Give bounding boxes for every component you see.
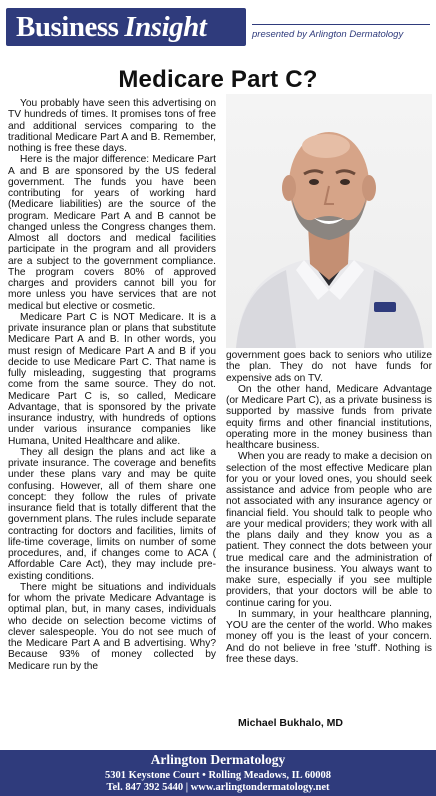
paragraph: They all design the plans and act like a private insurance. The coverage and benefits under these plans vary and may be quite confusing. However, all of them share one concept: they follow the rules of private insurance field that is totally different that the government plans. The rules include separate contracting for doctors and facilities, limits of life-time coverage, limits on number of some procedures, and, if changes come to ACA ( Affordable Care Act), they may include pre-existing conditions. — [8, 446, 216, 582]
brand-word-business: Business — [16, 11, 119, 43]
header — [0, 0, 436, 52]
footer-address: 5301 Keystone Court • Rolling Meadows, IL 60008 — [105, 770, 331, 781]
presented-by: presented by Arlington Dermatology — [252, 29, 404, 40]
paragraph: In summary, in your healthcare planning, YOU are the center of the world. Who makes money off you is the least of your concern. And do not believe in free 'stuff'. Nothing is free these days. — [226, 608, 432, 665]
article-right-column — [226, 350, 432, 690]
article-title: Medicare Part C? — [118, 66, 318, 93]
article-left-column — [8, 98, 216, 748]
paragraph: You probably have seen this advertising on TV hundreds of times. It promises tons of free and additional services comparing to the traditional Medicare Part A and B. Remember, nothing is free these days. — [8, 98, 216, 154]
doctor-portrait-illustration — [226, 94, 432, 348]
brand-word-insight: Insight — [124, 11, 207, 43]
paragraph: Medicare Part C is NOT Medicare. It is a private insurance plan or plans that substitute Medicare Part A and B. In other words, you must resign of Medicare Part A and B if you decide to use Medicare Part C. That name is fully misleading, suggesting that programs come from the same source. They do not. Medicare Part C is, so called, Medicare Advantage, that is sponsored by the private insurance industry, with hundreds of options under various insurance companies like Humana, United Healthcare and alike. — [8, 311, 216, 447]
paragraph: When you are ready to make a decision on selection of the most effective Medicare plan for you or your loved ones, you should seek assistance and advice from people who are not associated with any insurance agency or financial field. You should talk to people who are your medical providers; they work with all the plans daily and they know you as a patient. They connect the dots between your true medical care and the administration of the insurance business. You always want to make sure, especially if you see multiple providers, that your doctors will be able to continue caring for you. — [226, 451, 432, 609]
brand-title — [16, 10, 206, 44]
footer-practice-name: Arlington Dermatology — [150, 752, 286, 767]
paragraph: There might be situations and individuals for whom the private Medicare Advantage is optimal plan, but, in many cases, individuals who decide on selection become victims of clever salespeople. You do not see much of the Medicare Part A and B advertising. Why? Because 93% of money collected by Medicare run by the — [8, 581, 216, 672]
header-divider — [252, 24, 430, 25]
paragraph: government goes back to seniors who utilize the plan. They do not have funds for expensive ads on TV. — [226, 350, 432, 384]
paragraph: Here is the major difference: Medicare Part A and B are sponsored by the US federal government. The funds you have been contributing for years of working hard (Medicare liabilities) are the source of the program. Medicare Part A and B cannot be changed unless the Congress changes them. Almost all doctors and medical facilities participate in the program and all providers are a subject to the government compliance. The program covers 80% of approved charges and providers cannot bill you for more unless you have services that are not medical but elective or cosmetic. — [8, 154, 216, 312]
doctor-portrait — [226, 94, 432, 348]
footer — [0, 750, 436, 796]
footer-contact: Tel. 847 392 5440 | www.arlingtondermatology.net — [106, 782, 330, 793]
brand-banner — [6, 8, 246, 46]
paragraph: On the other hand, Medicare Advantage (or Medicare Part C), as a private business is supported by massive funds from private equity firms and other financial institutions, operating more in the money business than healthcare business. — [226, 383, 432, 451]
author-signature: Michael Bukhalo, MD — [238, 717, 344, 729]
